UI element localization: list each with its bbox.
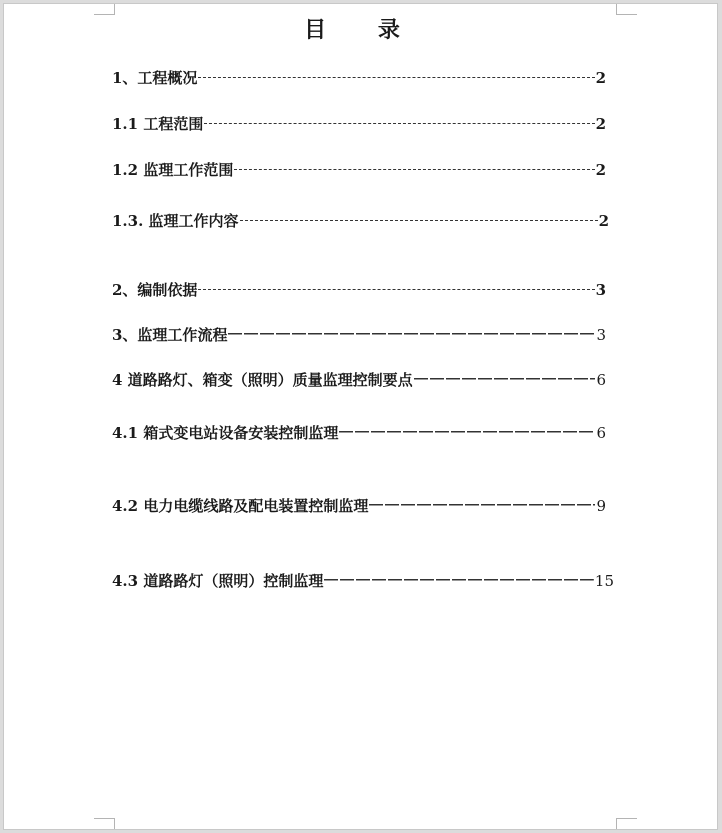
toc-entry[interactable] xyxy=(112,159,606,180)
toc-entry-page: 2 xyxy=(598,212,609,230)
toc-leader xyxy=(204,108,594,124)
toc-entry-page: 3 xyxy=(595,281,606,299)
toc-entry[interactable] xyxy=(112,113,606,134)
toc-entry-page: 2 xyxy=(595,115,606,133)
toc-entry-label: 3、监理工作流程 xyxy=(112,326,228,344)
toc-entry[interactable] xyxy=(112,279,606,300)
toc-entry-label: 1、工程概况 xyxy=(112,69,198,87)
toc-entry-page: 3 xyxy=(596,326,606,344)
toc-entry-label: 2、编制依据 xyxy=(112,281,198,299)
toc-entry-label: 4.3 道路路灯（照明）控制监理 xyxy=(112,572,324,590)
toc-entry-page: 6 xyxy=(596,424,606,442)
toc-entry-label: 4.2 电力电缆线路及配电装置控制监理 xyxy=(112,497,369,515)
toc-entry-page: 9 xyxy=(596,497,606,515)
toc-leader xyxy=(228,319,595,335)
toc-entry-label: 4.1 箱式变电站设备安装控制监理 xyxy=(112,424,339,442)
toc-entry-page: 15 xyxy=(594,572,614,590)
margin-marker-bottom-right xyxy=(616,818,637,829)
toc-entry-page: 6 xyxy=(596,371,606,389)
toc-entry[interactable] xyxy=(112,324,606,345)
toc-entry[interactable] xyxy=(112,67,606,88)
toc-entry-page: 2 xyxy=(595,69,606,87)
toc-entry-page: 2 xyxy=(595,161,606,179)
toc-title: 目 录 xyxy=(304,17,422,43)
toc-entry[interactable] xyxy=(112,210,609,231)
toc-entry[interactable] xyxy=(112,570,614,591)
toc-leader xyxy=(234,154,594,170)
toc-leader xyxy=(369,490,595,506)
toc-leader xyxy=(414,364,596,380)
toc-leader xyxy=(339,417,595,433)
toc-entry-label: 1.1 工程范围 xyxy=(112,115,204,133)
toc-leader xyxy=(198,62,594,78)
toc-entry-label: 4 道路路灯、箱变（照明）质量监理控制要点 xyxy=(112,371,413,389)
margin-marker-bottom-left xyxy=(94,818,115,829)
toc-entry[interactable] xyxy=(112,495,606,516)
toc-leader xyxy=(198,274,594,290)
toc-entry[interactable] xyxy=(112,422,606,443)
toc-entry[interactable] xyxy=(112,369,606,390)
toc-leader xyxy=(324,565,594,581)
toc-leader xyxy=(240,205,598,221)
toc-entry-label: 1.3. 监理工作内容 xyxy=(112,212,239,230)
toc-entry-label: 1.2 监理工作范围 xyxy=(112,161,234,179)
